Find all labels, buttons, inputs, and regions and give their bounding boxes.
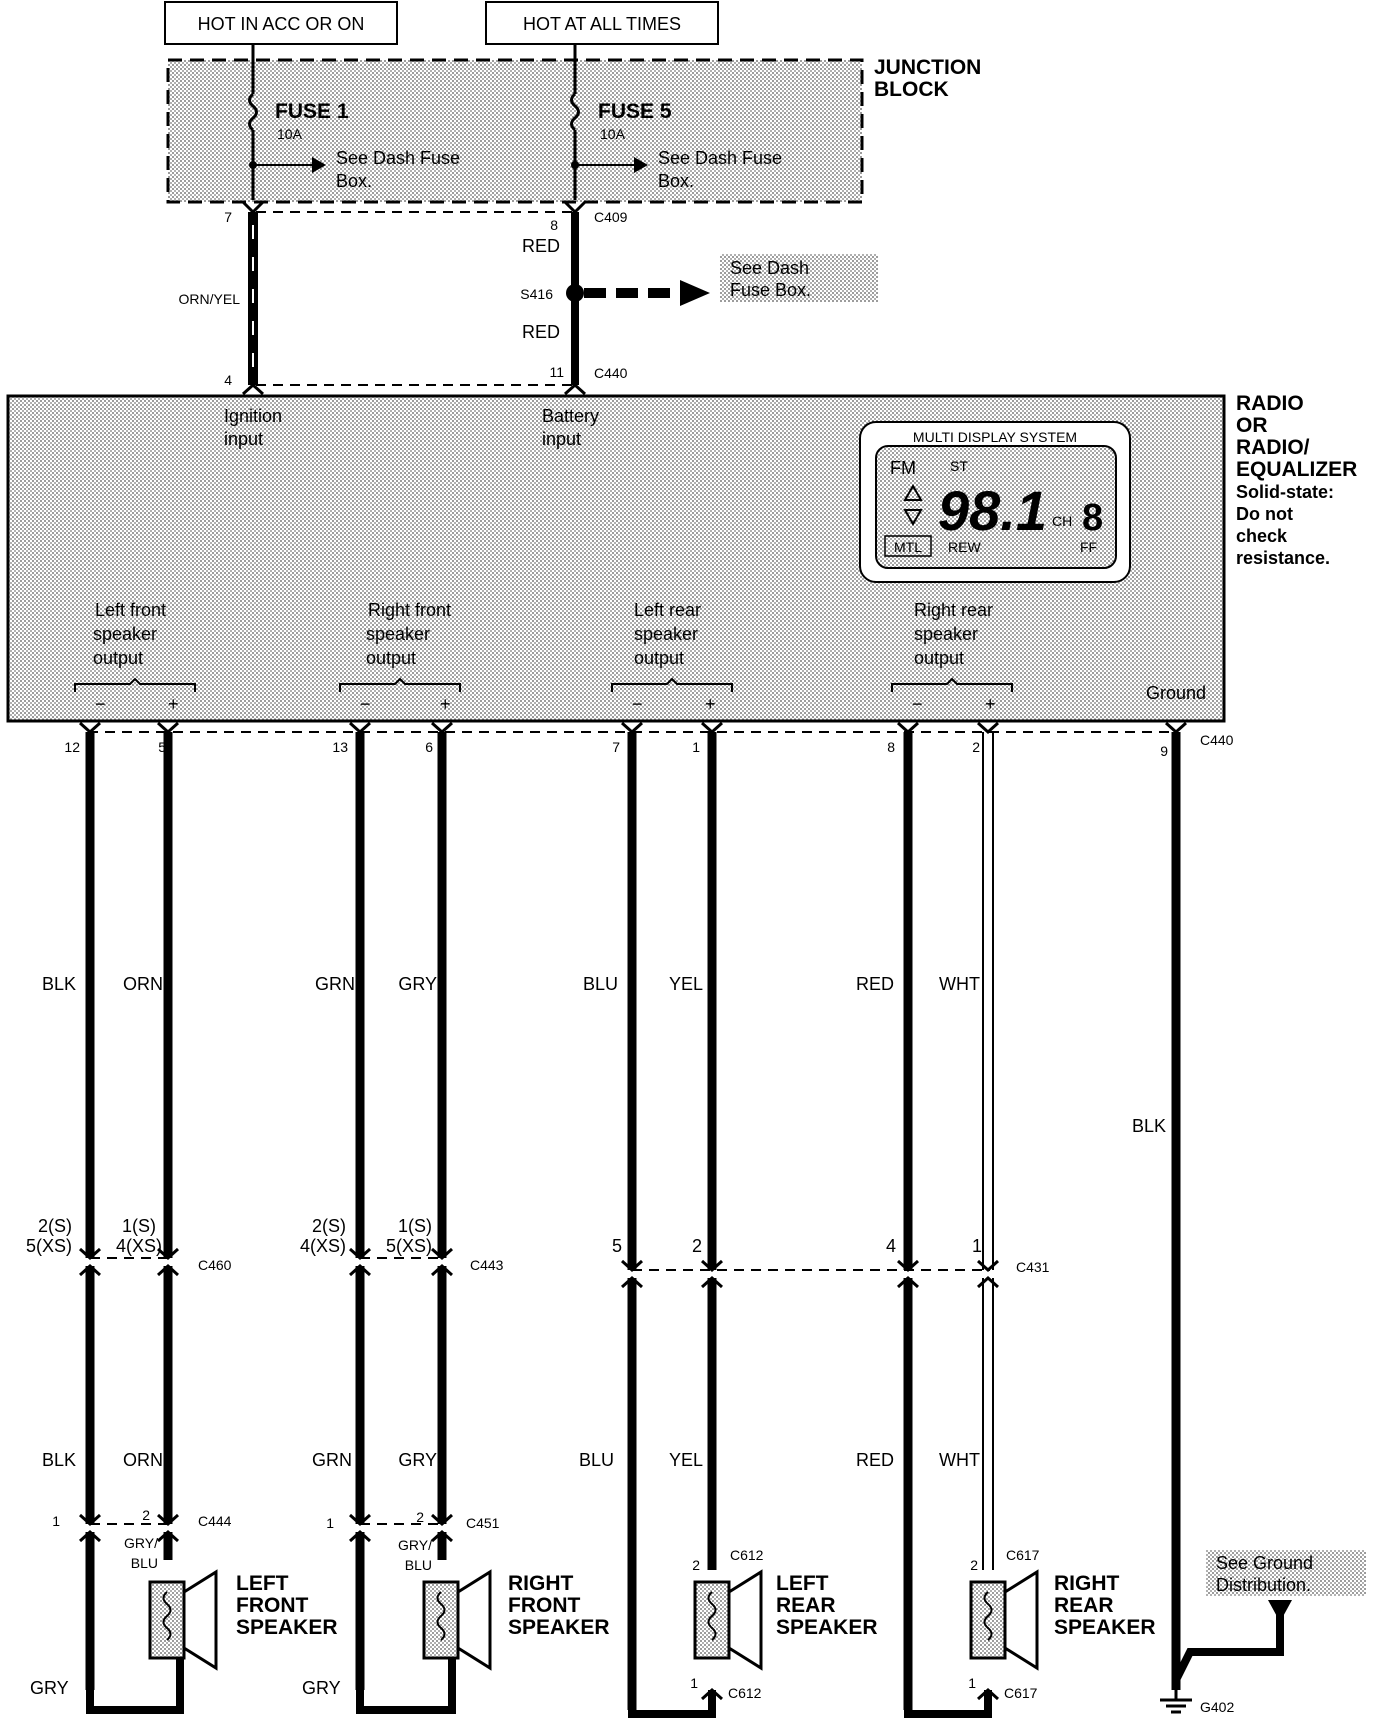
svg-text:2: 2 xyxy=(692,1557,700,1573)
svg-text:GRY: GRY xyxy=(30,1678,69,1698)
svg-text:C409: C409 xyxy=(594,209,628,225)
svg-text:See Dash Fuse: See Dash Fuse xyxy=(336,148,461,168)
speaker-cone xyxy=(729,1572,761,1668)
svg-text:speaker: speaker xyxy=(634,624,699,644)
speaker-cone xyxy=(184,1572,216,1668)
svg-text:BLK: BLK xyxy=(41,974,76,994)
svg-text:ORN: ORN xyxy=(123,974,163,994)
svg-text:Ignition: Ignition xyxy=(224,406,283,426)
connector-terminal xyxy=(898,723,918,732)
svg-text:input: input xyxy=(224,429,264,449)
svg-text:FUSE 5: FUSE 5 xyxy=(598,100,672,123)
svg-text:8: 8 xyxy=(1082,497,1104,539)
svg-text:1(S): 1(S) xyxy=(397,1216,432,1236)
svg-text:LEFT: LEFT xyxy=(236,1572,289,1595)
svg-text:GRN: GRN xyxy=(312,1450,352,1470)
svg-text:OR: OR xyxy=(1236,414,1268,437)
svg-text:BLK: BLK xyxy=(1131,1116,1166,1136)
connector-terminal xyxy=(978,1261,998,1270)
mid-connectors xyxy=(26,1216,1050,1275)
svg-text:5(XS): 5(XS) xyxy=(25,1236,72,1256)
svg-text:SPEAKER: SPEAKER xyxy=(236,1616,338,1639)
svg-text:4: 4 xyxy=(224,372,232,388)
svg-text:speaker: speaker xyxy=(93,624,158,644)
svg-text:ORN/YEL: ORN/YEL xyxy=(178,291,240,307)
svg-text:C440: C440 xyxy=(1200,732,1234,748)
svg-text:5: 5 xyxy=(158,739,166,755)
speaker-coil xyxy=(424,1582,458,1658)
svg-text:2: 2 xyxy=(691,1236,702,1256)
svg-text:C431: C431 xyxy=(1016,1259,1050,1275)
svg-text:REAR: REAR xyxy=(1054,1594,1114,1617)
svg-text:YEL: YEL xyxy=(668,1450,703,1470)
front-speaker-icon xyxy=(150,1572,216,1668)
svg-text:RADIO: RADIO xyxy=(1236,392,1304,415)
svg-text:98.1: 98.1 xyxy=(938,479,1047,542)
svg-text:resistance.: resistance. xyxy=(1236,548,1331,568)
connector-terminal xyxy=(432,723,452,732)
svg-text:See Dash Fuse: See Dash Fuse xyxy=(658,148,783,168)
svg-text:SPEAKER: SPEAKER xyxy=(508,1616,610,1639)
svg-text:C451: C451 xyxy=(466,1515,500,1531)
svg-text:G402: G402 xyxy=(1200,1699,1235,1715)
rear-return-wire xyxy=(632,1690,712,1714)
svg-text:1: 1 xyxy=(971,1236,982,1256)
svg-text:C460: C460 xyxy=(198,1257,232,1273)
hot-all-times-label xyxy=(486,2,718,44)
svg-text:Box.: Box. xyxy=(658,171,695,191)
svg-text:speaker: speaker xyxy=(366,624,431,644)
wire-colors-upper xyxy=(42,974,1166,1136)
svg-text:Left rear: Left rear xyxy=(634,600,702,620)
svg-text:13: 13 xyxy=(332,739,348,755)
hot-acc-label xyxy=(165,2,397,44)
svg-text:C443: C443 xyxy=(470,1257,504,1273)
speaker-coil xyxy=(971,1582,1005,1658)
svg-text:RED: RED xyxy=(521,322,560,342)
svg-text:SPEAKER: SPEAKER xyxy=(776,1616,878,1639)
svg-text:WHT: WHT xyxy=(939,974,980,994)
speaker-cone xyxy=(458,1572,490,1668)
svg-text:REW: REW xyxy=(948,539,981,555)
radio-unit xyxy=(8,392,1357,721)
connector-terminal xyxy=(622,723,642,732)
svg-text:−: − xyxy=(95,694,106,714)
svg-text:Right rear: Right rear xyxy=(914,600,994,620)
svg-text:10A: 10A xyxy=(600,126,625,142)
svg-text:4: 4 xyxy=(885,1236,896,1256)
speaker-wires xyxy=(80,723,1292,1714)
connector-terminal xyxy=(978,1278,998,1287)
svg-text:HOT AT ALL TIMES: HOT AT ALL TIMES xyxy=(522,14,682,34)
connector-terminal xyxy=(350,723,370,732)
svg-text:5(XS): 5(XS) xyxy=(385,1236,432,1256)
svg-text:Right front: Right front xyxy=(368,600,452,620)
svg-text:BLU: BLU xyxy=(404,1557,432,1573)
svg-text:RED: RED xyxy=(855,1450,894,1470)
svg-text:BLOCK: BLOCK xyxy=(874,78,949,101)
svg-text:MTL: MTL xyxy=(894,539,922,555)
svg-text:FRONT: FRONT xyxy=(236,1594,309,1617)
svg-text:4(XS): 4(XS) xyxy=(115,1236,162,1256)
svg-text:GRY: GRY xyxy=(398,974,437,994)
wire-colors-lower xyxy=(42,1450,980,1470)
svg-text:GRY: GRY xyxy=(302,1678,341,1698)
svg-text:HOT IN ACC OR ON: HOT IN ACC OR ON xyxy=(197,14,365,34)
svg-text:YEL: YEL xyxy=(668,974,703,994)
speaker-cone xyxy=(1005,1572,1037,1668)
svg-text:RIGHT: RIGHT xyxy=(508,1572,574,1595)
svg-text:Left front: Left front xyxy=(95,600,167,620)
svg-text:1: 1 xyxy=(968,1675,976,1691)
svg-text:MULTI DISPLAY SYSTEM: MULTI DISPLAY SYSTEM xyxy=(912,429,1078,445)
svg-text:C444: C444 xyxy=(198,1513,232,1529)
svg-text:2(S): 2(S) xyxy=(311,1216,346,1236)
svg-text:RED: RED xyxy=(855,974,894,994)
svg-text:BLK: BLK xyxy=(41,1450,76,1470)
connector-terminal xyxy=(158,723,178,732)
upper-wiring xyxy=(179,202,878,394)
svg-text:SPEAKER: SPEAKER xyxy=(1054,1616,1156,1639)
svg-text:BLU: BLU xyxy=(130,1555,158,1571)
svg-text:8: 8 xyxy=(887,739,895,755)
svg-text:Box.: Box. xyxy=(336,171,373,191)
svg-text:Battery: Battery xyxy=(542,406,600,426)
svg-text:input: input xyxy=(542,429,582,449)
svg-text:ORN: ORN xyxy=(123,1450,163,1470)
speaker-coil xyxy=(150,1582,184,1658)
svg-text:5: 5 xyxy=(611,1236,622,1256)
svg-text:11: 11 xyxy=(549,364,564,380)
svg-text:C440: C440 xyxy=(594,365,628,381)
svg-text:2(S): 2(S) xyxy=(37,1216,72,1236)
svg-text:9: 9 xyxy=(1160,743,1168,759)
svg-text:REAR: REAR xyxy=(776,1594,836,1617)
c440-bottom-pins xyxy=(64,732,1233,759)
svg-text:1(S): 1(S) xyxy=(121,1216,156,1236)
svg-text:10A: 10A xyxy=(277,126,302,142)
svg-text:output: output xyxy=(93,648,144,668)
svg-text:FUSE 1: FUSE 1 xyxy=(275,100,349,123)
svg-text:LEFT: LEFT xyxy=(776,1572,829,1595)
ground-lead xyxy=(1176,1612,1280,1680)
svg-text:See Ground: See Ground xyxy=(1216,1553,1314,1573)
svg-text:BLU: BLU xyxy=(578,1450,614,1470)
svg-text:BLU: BLU xyxy=(582,974,618,994)
svg-text:2: 2 xyxy=(142,1507,150,1523)
connector-terminal xyxy=(978,723,998,732)
svg-text:output: output xyxy=(914,648,965,668)
speaker-coil xyxy=(695,1582,729,1658)
connector-terminal xyxy=(702,723,722,732)
svg-text:See Dash: See Dash xyxy=(730,258,810,278)
svg-text:Do not: Do not xyxy=(1236,504,1293,524)
svg-text:−: − xyxy=(360,694,371,714)
svg-text:7: 7 xyxy=(224,209,232,225)
svg-text:1: 1 xyxy=(326,1515,334,1531)
svg-text:ST: ST xyxy=(950,458,968,474)
svg-text:output: output xyxy=(634,648,685,668)
svg-text:RED: RED xyxy=(521,236,560,256)
svg-text:1: 1 xyxy=(692,739,700,755)
svg-text:C612: C612 xyxy=(730,1547,764,1563)
svg-text:7: 7 xyxy=(612,739,620,755)
svg-text:FF: FF xyxy=(1080,539,1098,555)
svg-text:C617: C617 xyxy=(1006,1547,1040,1563)
connector-terminal xyxy=(1166,723,1186,732)
svg-text:8: 8 xyxy=(550,217,558,233)
svg-text:−: − xyxy=(912,694,923,714)
rear-return-wire xyxy=(908,1690,988,1714)
svg-text:Fuse Box.: Fuse Box. xyxy=(730,280,812,300)
front-speaker-icon xyxy=(424,1572,490,1668)
svg-text:Distribution.: Distribution. xyxy=(1216,1575,1312,1595)
svg-text:C617: C617 xyxy=(1004,1685,1038,1701)
svg-text:1: 1 xyxy=(52,1513,60,1529)
svg-text:2: 2 xyxy=(416,1509,424,1525)
svg-text:output: output xyxy=(366,648,417,668)
svg-text:Solid-state:: Solid-state: xyxy=(1236,482,1335,502)
svg-text:FM: FM xyxy=(890,458,916,478)
svg-text:−: − xyxy=(632,694,643,714)
svg-text:+: + xyxy=(705,694,716,714)
svg-text:6: 6 xyxy=(425,739,433,755)
ground-arrow-icon xyxy=(1268,1600,1292,1622)
svg-text:+: + xyxy=(440,694,451,714)
junction-block xyxy=(168,44,981,202)
svg-text:1: 1 xyxy=(690,1675,698,1691)
svg-text:Ground: Ground xyxy=(1145,683,1206,703)
svg-text:JUNCTION: JUNCTION xyxy=(874,56,982,79)
svg-text:4(XS): 4(XS) xyxy=(299,1236,346,1256)
connector-terminal xyxy=(80,723,100,732)
rear-speaker-icon xyxy=(971,1572,1037,1668)
svg-text:+: + xyxy=(985,694,996,714)
svg-text:EQUALIZER: EQUALIZER xyxy=(1236,458,1358,481)
svg-text:speaker: speaker xyxy=(914,624,979,644)
svg-text:C612: C612 xyxy=(728,1685,762,1701)
svg-text:GRN: GRN xyxy=(315,974,355,994)
svg-text:GRY/: GRY/ xyxy=(124,1535,158,1551)
svg-text:S416: S416 xyxy=(520,286,553,302)
svg-text:GRY: GRY xyxy=(398,1450,437,1470)
svg-text:RADIO/: RADIO/ xyxy=(1236,436,1310,459)
rear-speaker-icon xyxy=(695,1572,761,1668)
multi-display xyxy=(860,422,1130,582)
svg-text:2: 2 xyxy=(972,739,980,755)
svg-text:WHT: WHT xyxy=(939,1450,980,1470)
svg-text:2: 2 xyxy=(970,1557,978,1573)
svg-text:check: check xyxy=(1236,526,1288,546)
svg-text:RIGHT: RIGHT xyxy=(1054,1572,1120,1595)
svg-text:GRY/: GRY/ xyxy=(398,1537,432,1553)
svg-text:12: 12 xyxy=(64,739,80,755)
svg-text:FRONT: FRONT xyxy=(508,1594,581,1617)
svg-text:CH: CH xyxy=(1052,513,1073,529)
svg-text:+: + xyxy=(168,694,179,714)
